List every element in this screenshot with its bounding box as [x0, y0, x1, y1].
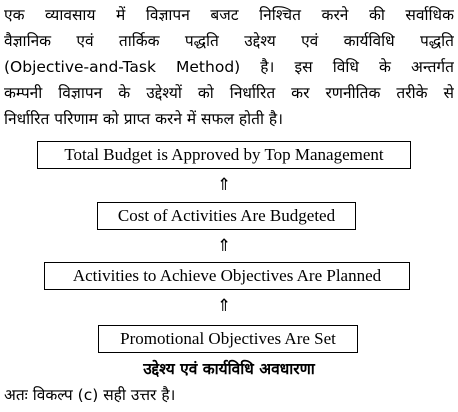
up-arrow-icon: ⇑ [216, 296, 232, 316]
up-arrow-icon: ⇑ [216, 236, 232, 256]
answer-text: अतः विकल्प (c) सही उत्तर है। [4, 386, 176, 404]
up-arrow-icon: ⇑ [216, 175, 232, 195]
flow-step-activities-planned: Activities to Achieve Objectives Are Planned [44, 262, 410, 290]
paragraph-line: कम्पनी विज्ञापन के उद्देश्यों को निर्धारित कर रणनीतिक तरीके से [4, 84, 454, 102]
paragraph-line: निर्धारित परिणाम को प्राप्त करने में सफल होती है। [4, 110, 284, 128]
flow-step-objectives-set: Promotional Objectives Are Set [98, 325, 358, 353]
flow-step-cost-budgeted: Cost of Activities Are Budgeted [97, 202, 356, 230]
intro-paragraph [4, 2, 454, 132]
paragraph-line: वैज्ञानिक एवं तार्किक पद्धति उद्देश्य एवं कार्यविधि पद्धति [4, 32, 454, 50]
paragraph-line: एक व्यावसाय में विज्ञापन बजट निश्चित करने की सर्वाधिक [4, 6, 454, 24]
flowchart-caption: उद्देश्य एवं कार्यविधि अवधारणा [143, 360, 315, 378]
paragraph-line: (Objective-and-Task Method) है। इस विधि के अन्तर्गत [4, 58, 454, 76]
flow-step-total-budget: Total Budget is Approved by Top Management [37, 141, 411, 169]
